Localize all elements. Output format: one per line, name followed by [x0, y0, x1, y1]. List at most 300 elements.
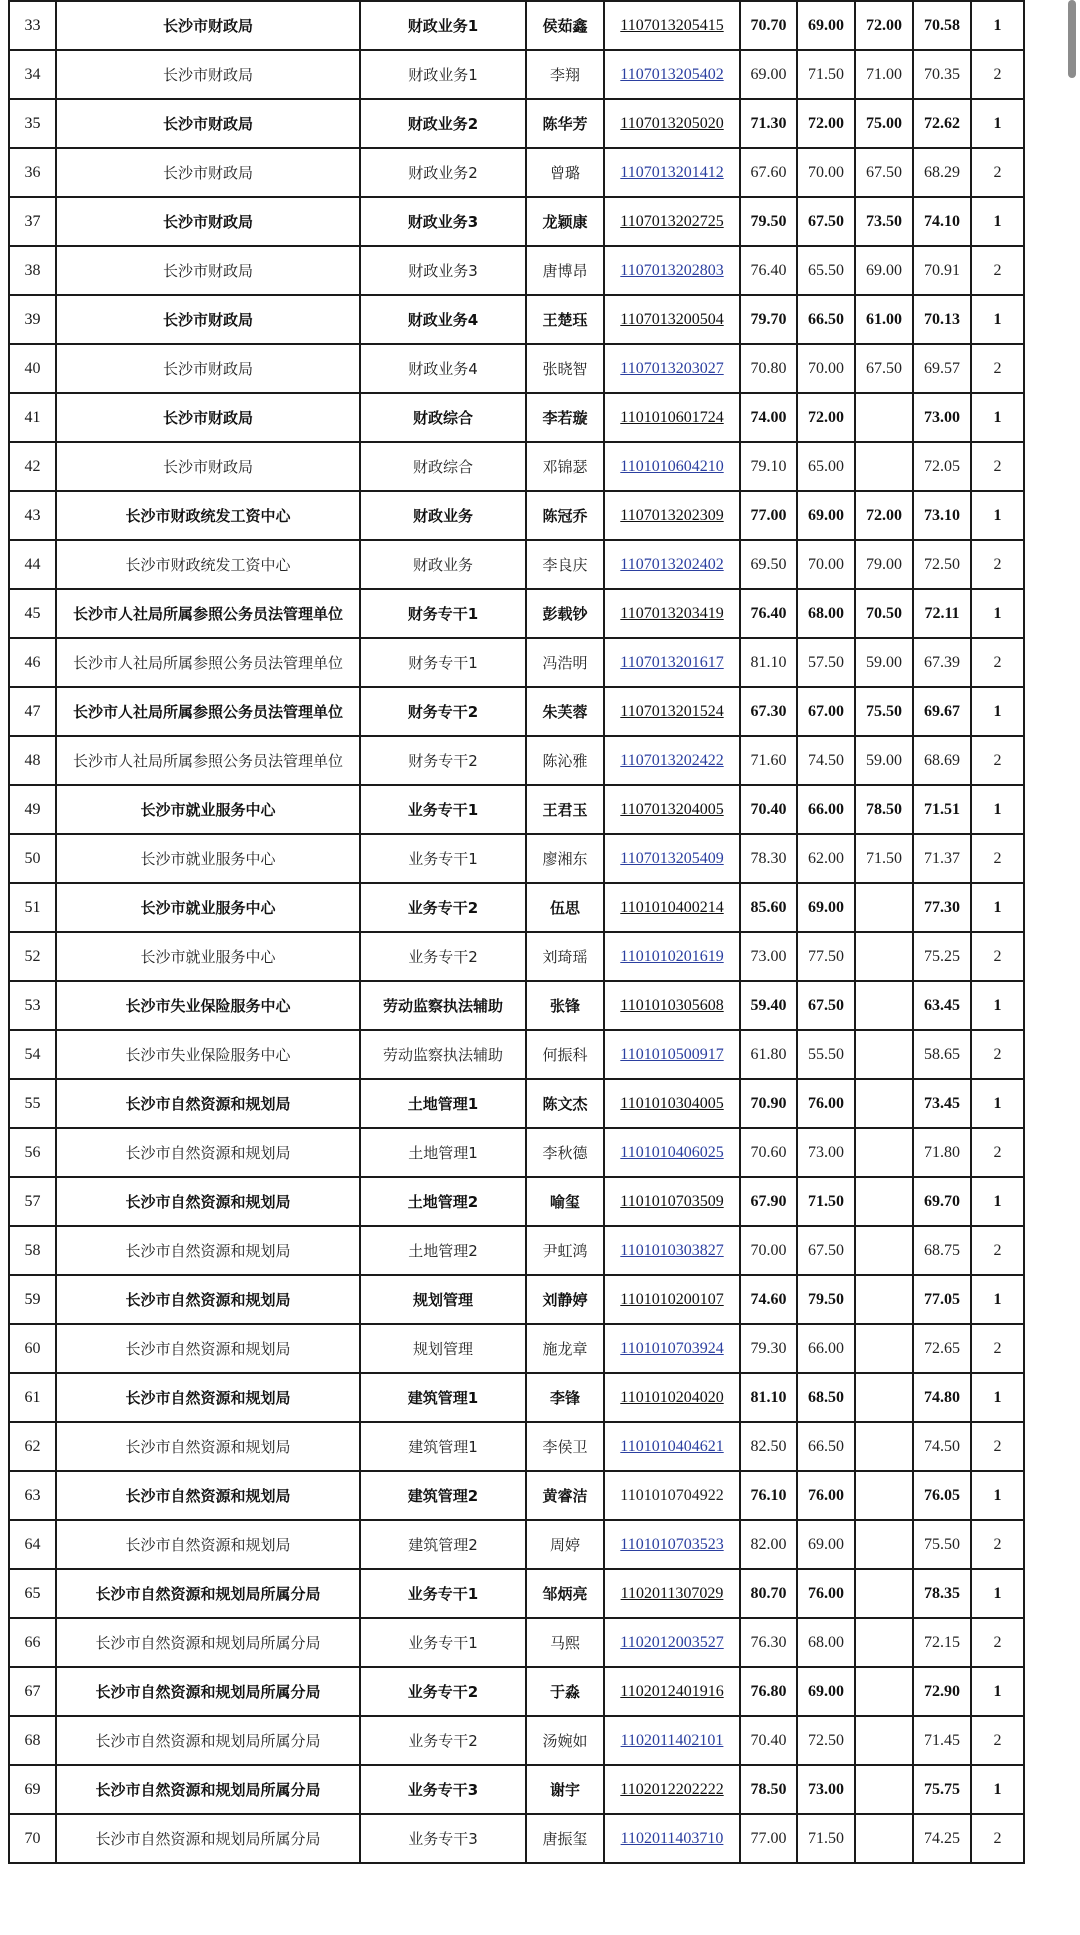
position-cell: 业务专干1	[360, 834, 526, 883]
position-cell: 业务专干1	[360, 785, 526, 834]
unit-cell: 长沙市自然资源和规划局	[56, 1471, 360, 1520]
rank-cell: 1	[971, 1765, 1024, 1814]
row-number-cell: 47	[9, 687, 56, 736]
interview-score-cell: 71.50	[797, 1814, 855, 1863]
exam-id-link[interactable]: 1101010304005	[604, 1079, 740, 1128]
candidate-name-cell: 邓锦瑟	[526, 442, 604, 491]
interview-score-cell: 66.00	[797, 1324, 855, 1373]
rank-cell: 2	[971, 1324, 1024, 1373]
total-score-cell: 71.37	[913, 834, 971, 883]
total-score-cell: 72.62	[913, 99, 971, 148]
rank-cell: 1	[971, 1, 1024, 50]
position-cell: 业务专干3	[360, 1814, 526, 1863]
row-number-cell: 64	[9, 1520, 56, 1569]
table-row	[9, 932, 1024, 981]
exam-id-link[interactable]: 1101010204020	[604, 1373, 740, 1422]
row-number-cell: 34	[9, 50, 56, 99]
professional-score-cell: 79.00	[855, 540, 913, 589]
position-cell: 规划管理	[360, 1324, 526, 1373]
position-cell: 土地管理2	[360, 1177, 526, 1226]
position-cell: 建筑管理2	[360, 1520, 526, 1569]
row-number-cell: 50	[9, 834, 56, 883]
position-cell: 财务专干2	[360, 736, 526, 785]
table-row	[9, 442, 1024, 491]
exam-id-link[interactable]: 1107013202422	[604, 736, 740, 785]
table-row	[9, 638, 1024, 687]
professional-score-cell	[855, 1765, 913, 1814]
professional-score-cell	[855, 1471, 913, 1520]
table-row	[9, 246, 1024, 295]
interview-score-cell: 74.50	[797, 736, 855, 785]
position-cell: 财务专干1	[360, 638, 526, 687]
candidate-name-cell: 邹炳亮	[526, 1569, 604, 1618]
total-score-cell: 72.15	[913, 1618, 971, 1667]
total-score-cell: 75.75	[913, 1765, 971, 1814]
unit-cell: 长沙市自然资源和规划局	[56, 1422, 360, 1471]
unit-cell: 长沙市人社局所属参照公务员法管理单位	[56, 589, 360, 638]
written-score-cell: 76.40	[740, 246, 797, 295]
row-number-cell: 44	[9, 540, 56, 589]
exam-id-link[interactable]: 1102012401916	[604, 1667, 740, 1716]
position-cell: 土地管理2	[360, 1226, 526, 1275]
written-score-cell: 76.30	[740, 1618, 797, 1667]
rank-cell: 2	[971, 1814, 1024, 1863]
professional-score-cell	[855, 1324, 913, 1373]
professional-score-cell	[855, 1569, 913, 1618]
candidate-name-cell: 尹虹鸿	[526, 1226, 604, 1275]
unit-cell: 长沙市自然资源和规划局所属分局	[56, 1569, 360, 1618]
unit-cell: 长沙市财政局	[56, 148, 360, 197]
unit-cell: 长沙市自然资源和规划局	[56, 1079, 360, 1128]
total-score-cell: 69.67	[913, 687, 971, 736]
unit-cell: 长沙市人社局所属参照公务员法管理单位	[56, 736, 360, 785]
total-score-cell: 71.80	[913, 1128, 971, 1177]
row-number-cell: 63	[9, 1471, 56, 1520]
position-cell: 土地管理1	[360, 1128, 526, 1177]
row-number-cell: 46	[9, 638, 56, 687]
position-cell: 规划管理	[360, 1275, 526, 1324]
position-cell: 财政业务1	[360, 1, 526, 50]
candidate-name-cell: 王楚珏	[526, 295, 604, 344]
interview-score-cell: 76.00	[797, 1471, 855, 1520]
interview-score-cell: 69.00	[797, 1, 855, 50]
unit-cell: 长沙市失业保险服务中心	[56, 1030, 360, 1079]
rank-cell: 1	[971, 1373, 1024, 1422]
candidate-name-cell: 于淼	[526, 1667, 604, 1716]
interview-score-cell: 65.50	[797, 246, 855, 295]
unit-cell: 长沙市人社局所属参照公务员法管理单位	[56, 687, 360, 736]
exam-id-link[interactable]: 1101010404621	[604, 1422, 740, 1471]
unit-cell: 长沙市财政局	[56, 1, 360, 50]
rank-cell: 2	[971, 932, 1024, 981]
position-cell: 业务专干2	[360, 932, 526, 981]
written-score-cell: 71.60	[740, 736, 797, 785]
exam-id-link[interactable]: 1101010201619	[604, 932, 740, 981]
candidate-name-cell: 李锋	[526, 1373, 604, 1422]
table-row	[9, 883, 1024, 932]
candidate-name-cell: 唐博昂	[526, 246, 604, 295]
interview-score-cell: 76.00	[797, 1569, 855, 1618]
candidate-name-cell: 冯浩明	[526, 638, 604, 687]
unit-cell: 长沙市人社局所属参照公务员法管理单位	[56, 638, 360, 687]
professional-score-cell: 71.50	[855, 834, 913, 883]
written-score-cell: 76.40	[740, 589, 797, 638]
total-score-cell: 74.50	[913, 1422, 971, 1471]
written-score-cell: 74.00	[740, 393, 797, 442]
row-number-cell: 60	[9, 1324, 56, 1373]
interview-score-cell: 69.00	[797, 883, 855, 932]
position-cell: 财政业务4	[360, 344, 526, 393]
professional-score-cell	[855, 1030, 913, 1079]
professional-score-cell: 71.00	[855, 50, 913, 99]
exam-id-link[interactable]: 1107013205409	[604, 834, 740, 883]
table-row	[9, 295, 1024, 344]
rank-cell: 1	[971, 295, 1024, 344]
professional-score-cell	[855, 981, 913, 1030]
written-score-cell: 79.10	[740, 442, 797, 491]
row-number-cell: 45	[9, 589, 56, 638]
row-number-cell: 66	[9, 1618, 56, 1667]
rank-cell: 2	[971, 1226, 1024, 1275]
table-row	[9, 1030, 1024, 1079]
unit-cell: 长沙市自然资源和规划局所属分局	[56, 1716, 360, 1765]
row-number-cell: 42	[9, 442, 56, 491]
exam-id-link[interactable]: 1107013204005	[604, 785, 740, 834]
exam-id-link: 1101010704922	[604, 1471, 740, 1520]
exam-id-link[interactable]: 1101010703924	[604, 1324, 740, 1373]
table-row	[9, 197, 1024, 246]
row-number-cell: 40	[9, 344, 56, 393]
professional-score-cell: 72.00	[855, 1, 913, 50]
exam-id-link[interactable]: 1101010305608	[604, 981, 740, 1030]
rank-cell: 1	[971, 99, 1024, 148]
candidate-name-cell: 曾璐	[526, 148, 604, 197]
professional-score-cell: 61.00	[855, 295, 913, 344]
total-score-cell: 69.70	[913, 1177, 971, 1226]
unit-cell: 长沙市财政局	[56, 50, 360, 99]
interview-score-cell: 57.50	[797, 638, 855, 687]
candidate-name-cell: 陈冠乔	[526, 491, 604, 540]
rank-cell: 2	[971, 1128, 1024, 1177]
unit-cell: 长沙市就业服务中心	[56, 883, 360, 932]
interview-score-cell: 68.50	[797, 1373, 855, 1422]
rank-cell: 1	[971, 1275, 1024, 1324]
candidate-name-cell: 李秋德	[526, 1128, 604, 1177]
interview-score-cell: 62.00	[797, 834, 855, 883]
written-score-cell: 76.80	[740, 1667, 797, 1716]
position-cell: 财务专干2	[360, 687, 526, 736]
table-row	[9, 393, 1024, 442]
written-score-cell: 81.10	[740, 638, 797, 687]
position-cell: 业务专干1	[360, 1569, 526, 1618]
exam-id-link[interactable]: 1107013205020	[604, 99, 740, 148]
table-row	[9, 1177, 1024, 1226]
unit-cell: 长沙市财政局	[56, 393, 360, 442]
rank-cell: 1	[971, 491, 1024, 540]
interview-score-cell: 68.00	[797, 589, 855, 638]
candidate-name-cell: 李翔	[526, 50, 604, 99]
table-row	[9, 1226, 1024, 1275]
total-score-cell: 72.65	[913, 1324, 971, 1373]
exam-id-link[interactable]: 1101010604210	[604, 442, 740, 491]
total-score-cell: 70.35	[913, 50, 971, 99]
total-score-cell: 77.30	[913, 883, 971, 932]
exam-id-link[interactable]: 1101010703523	[604, 1520, 740, 1569]
unit-cell: 长沙市财政局	[56, 246, 360, 295]
written-score-cell: 76.10	[740, 1471, 797, 1520]
exam-id-link[interactable]: 1101010406025	[604, 1128, 740, 1177]
written-score-cell: 70.70	[740, 1, 797, 50]
total-score-cell: 70.91	[913, 246, 971, 295]
candidate-name-cell: 陈沁雅	[526, 736, 604, 785]
professional-score-cell	[855, 1520, 913, 1569]
scrollbar[interactable]	[1068, 0, 1076, 78]
total-score-cell: 73.45	[913, 1079, 971, 1128]
exam-id-link[interactable]: 1107013202309	[604, 491, 740, 540]
row-number-cell: 43	[9, 491, 56, 540]
written-score-cell: 80.70	[740, 1569, 797, 1618]
table-row	[9, 1618, 1024, 1667]
written-score-cell: 79.70	[740, 295, 797, 344]
total-score-cell: 71.51	[913, 785, 971, 834]
interview-score-cell: 72.50	[797, 1716, 855, 1765]
exam-id-link[interactable]: 1102011403710	[604, 1814, 740, 1863]
exam-id-link[interactable]: 1107013203419	[604, 589, 740, 638]
written-score-cell: 67.60	[740, 148, 797, 197]
row-number-cell: 69	[9, 1765, 56, 1814]
rank-cell: 2	[971, 736, 1024, 785]
exam-id-link[interactable]: 1102012202222	[604, 1765, 740, 1814]
position-cell: 财政业务4	[360, 295, 526, 344]
row-number-cell: 35	[9, 99, 56, 148]
table-row	[9, 1765, 1024, 1814]
total-score-cell: 75.25	[913, 932, 971, 981]
position-cell: 财政业务3	[360, 197, 526, 246]
table-row	[9, 491, 1024, 540]
rank-cell: 2	[971, 148, 1024, 197]
written-score-cell: 79.50	[740, 197, 797, 246]
written-score-cell: 71.30	[740, 99, 797, 148]
total-score-cell: 68.69	[913, 736, 971, 785]
table-body	[9, 1, 1024, 1863]
professional-score-cell: 78.50	[855, 785, 913, 834]
position-cell: 劳动监察执法辅助	[360, 981, 526, 1030]
interview-score-cell: 70.00	[797, 540, 855, 589]
exam-id-link[interactable]: 1107013201617	[604, 638, 740, 687]
professional-score-cell: 59.00	[855, 638, 913, 687]
written-score-cell: 70.40	[740, 785, 797, 834]
written-score-cell: 70.60	[740, 1128, 797, 1177]
candidate-name-cell: 汤婉如	[526, 1716, 604, 1765]
candidate-name-cell: 廖湘东	[526, 834, 604, 883]
table-row	[9, 589, 1024, 638]
position-cell: 业务专干2	[360, 883, 526, 932]
interview-score-cell: 73.00	[797, 1765, 855, 1814]
unit-cell: 长沙市自然资源和规划局	[56, 1177, 360, 1226]
candidate-name-cell: 李若璇	[526, 393, 604, 442]
candidate-name-cell: 侯茹鑫	[526, 1, 604, 50]
exam-id-link[interactable]: 1107013205415	[604, 1, 740, 50]
interview-score-cell: 77.50	[797, 932, 855, 981]
row-number-cell: 51	[9, 883, 56, 932]
row-number-cell: 70	[9, 1814, 56, 1863]
rank-cell: 2	[971, 638, 1024, 687]
professional-score-cell	[855, 1618, 913, 1667]
position-cell: 建筑管理1	[360, 1422, 526, 1471]
interview-score-cell: 69.00	[797, 1520, 855, 1569]
total-score-cell: 67.39	[913, 638, 971, 687]
rank-cell: 2	[971, 540, 1024, 589]
candidate-name-cell: 黄睿洁	[526, 1471, 604, 1520]
exam-id-link[interactable]: 1107013202725	[604, 197, 740, 246]
table-row	[9, 344, 1024, 393]
total-score-cell: 58.65	[913, 1030, 971, 1079]
row-number-cell: 49	[9, 785, 56, 834]
professional-score-cell	[855, 1177, 913, 1226]
unit-cell: 长沙市就业服务中心	[56, 785, 360, 834]
unit-cell: 长沙市自然资源和规划局	[56, 1128, 360, 1177]
table-row	[9, 540, 1024, 589]
rank-cell: 1	[971, 687, 1024, 736]
professional-score-cell: 67.50	[855, 148, 913, 197]
exam-id-link[interactable]: 1101010200107	[604, 1275, 740, 1324]
exam-id-link[interactable]: 1101010601724	[604, 393, 740, 442]
row-number-cell: 53	[9, 981, 56, 1030]
position-cell: 业务专干1	[360, 1618, 526, 1667]
position-cell: 建筑管理1	[360, 1373, 526, 1422]
written-score-cell: 77.00	[740, 491, 797, 540]
rank-cell: 1	[971, 981, 1024, 1030]
candidate-name-cell: 王君玉	[526, 785, 604, 834]
total-score-cell: 72.90	[913, 1667, 971, 1716]
exam-id-link[interactable]: 1102012003527	[604, 1618, 740, 1667]
written-score-cell: 78.50	[740, 1765, 797, 1814]
position-cell: 财政综合	[360, 393, 526, 442]
total-score-cell: 70.13	[913, 295, 971, 344]
rank-cell: 2	[971, 1422, 1024, 1471]
interview-score-cell: 67.00	[797, 687, 855, 736]
candidate-name-cell: 伍思	[526, 883, 604, 932]
unit-cell: 长沙市财政统发工资中心	[56, 491, 360, 540]
table-row	[9, 785, 1024, 834]
row-number-cell: 56	[9, 1128, 56, 1177]
exam-id-link[interactable]: 1107013201412	[604, 148, 740, 197]
position-cell: 建筑管理2	[360, 1471, 526, 1520]
total-score-cell: 76.05	[913, 1471, 971, 1520]
unit-cell: 长沙市财政局	[56, 344, 360, 393]
rank-cell: 2	[971, 344, 1024, 393]
written-score-cell: 78.30	[740, 834, 797, 883]
position-cell: 劳动监察执法辅助	[360, 1030, 526, 1079]
table-row	[9, 1275, 1024, 1324]
exam-id-link[interactable]: 1107013202402	[604, 540, 740, 589]
candidate-name-cell: 龙颖康	[526, 197, 604, 246]
table-row	[9, 1471, 1024, 1520]
exam-id-link[interactable]: 1107013200504	[604, 295, 740, 344]
exam-id-link[interactable]: 1107013202803	[604, 246, 740, 295]
row-number-cell: 61	[9, 1373, 56, 1422]
professional-score-cell	[855, 883, 913, 932]
interview-score-cell: 66.00	[797, 785, 855, 834]
exam-id-link[interactable]: 1101010500917	[604, 1030, 740, 1079]
total-score-cell: 69.57	[913, 344, 971, 393]
candidate-name-cell: 张锋	[526, 981, 604, 1030]
row-number-cell: 55	[9, 1079, 56, 1128]
candidate-name-cell: 刘静婷	[526, 1275, 604, 1324]
candidate-name-cell: 周婷	[526, 1520, 604, 1569]
professional-score-cell	[855, 1275, 913, 1324]
interview-score-cell: 55.50	[797, 1030, 855, 1079]
professional-score-cell	[855, 1373, 913, 1422]
exam-id-link[interactable]: 1101010703509	[604, 1177, 740, 1226]
interview-score-cell: 70.00	[797, 148, 855, 197]
row-number-cell: 54	[9, 1030, 56, 1079]
exam-id-link[interactable]: 1107013205402	[604, 50, 740, 99]
position-cell: 财政业务2	[360, 148, 526, 197]
unit-cell: 长沙市自然资源和规划局所属分局	[56, 1814, 360, 1863]
position-cell: 业务专干2	[360, 1716, 526, 1765]
row-number-cell: 59	[9, 1275, 56, 1324]
professional-score-cell: 59.00	[855, 736, 913, 785]
unit-cell: 长沙市自然资源和规划局	[56, 1520, 360, 1569]
unit-cell: 长沙市自然资源和规划局所属分局	[56, 1667, 360, 1716]
position-cell: 业务专干2	[360, 1667, 526, 1716]
results-table	[8, 0, 1025, 1864]
professional-score-cell	[855, 1079, 913, 1128]
row-number-cell: 48	[9, 736, 56, 785]
exam-id-link[interactable]: 1107013203027	[604, 344, 740, 393]
row-number-cell: 52	[9, 932, 56, 981]
written-score-cell: 61.80	[740, 1030, 797, 1079]
row-number-cell: 39	[9, 295, 56, 344]
unit-cell: 长沙市财政局	[56, 295, 360, 344]
rank-cell: 1	[971, 785, 1024, 834]
exam-id-link[interactable]: 1101010400214	[604, 883, 740, 932]
professional-score-cell: 75.00	[855, 99, 913, 148]
total-score-cell: 74.80	[913, 1373, 971, 1422]
unit-cell: 长沙市财政局	[56, 197, 360, 246]
table-row	[9, 148, 1024, 197]
rank-cell: 1	[971, 197, 1024, 246]
exam-id-link[interactable]: 1102011307029	[604, 1569, 740, 1618]
table-row	[9, 99, 1024, 148]
exam-id-link[interactable]: 1102011402101	[604, 1716, 740, 1765]
interview-score-cell: 69.00	[797, 1667, 855, 1716]
interview-score-cell: 71.50	[797, 50, 855, 99]
unit-cell: 长沙市自然资源和规划局所属分局	[56, 1618, 360, 1667]
total-score-cell: 71.45	[913, 1716, 971, 1765]
total-score-cell: 63.45	[913, 981, 971, 1030]
written-score-cell: 79.30	[740, 1324, 797, 1373]
professional-score-cell	[855, 1667, 913, 1716]
written-score-cell: 73.00	[740, 932, 797, 981]
exam-id-link[interactable]: 1101010303827	[604, 1226, 740, 1275]
written-score-cell: 69.00	[740, 50, 797, 99]
exam-id-link[interactable]: 1107013201524	[604, 687, 740, 736]
unit-cell: 长沙市自然资源和规划局	[56, 1226, 360, 1275]
rank-cell: 2	[971, 50, 1024, 99]
written-score-cell: 67.90	[740, 1177, 797, 1226]
total-score-cell: 72.05	[913, 442, 971, 491]
total-score-cell: 72.11	[913, 589, 971, 638]
written-score-cell: 59.40	[740, 981, 797, 1030]
row-number-cell: 62	[9, 1422, 56, 1471]
professional-score-cell	[855, 932, 913, 981]
total-score-cell: 74.10	[913, 197, 971, 246]
rank-cell: 1	[971, 1667, 1024, 1716]
total-score-cell: 77.05	[913, 1275, 971, 1324]
table-row	[9, 1324, 1024, 1373]
